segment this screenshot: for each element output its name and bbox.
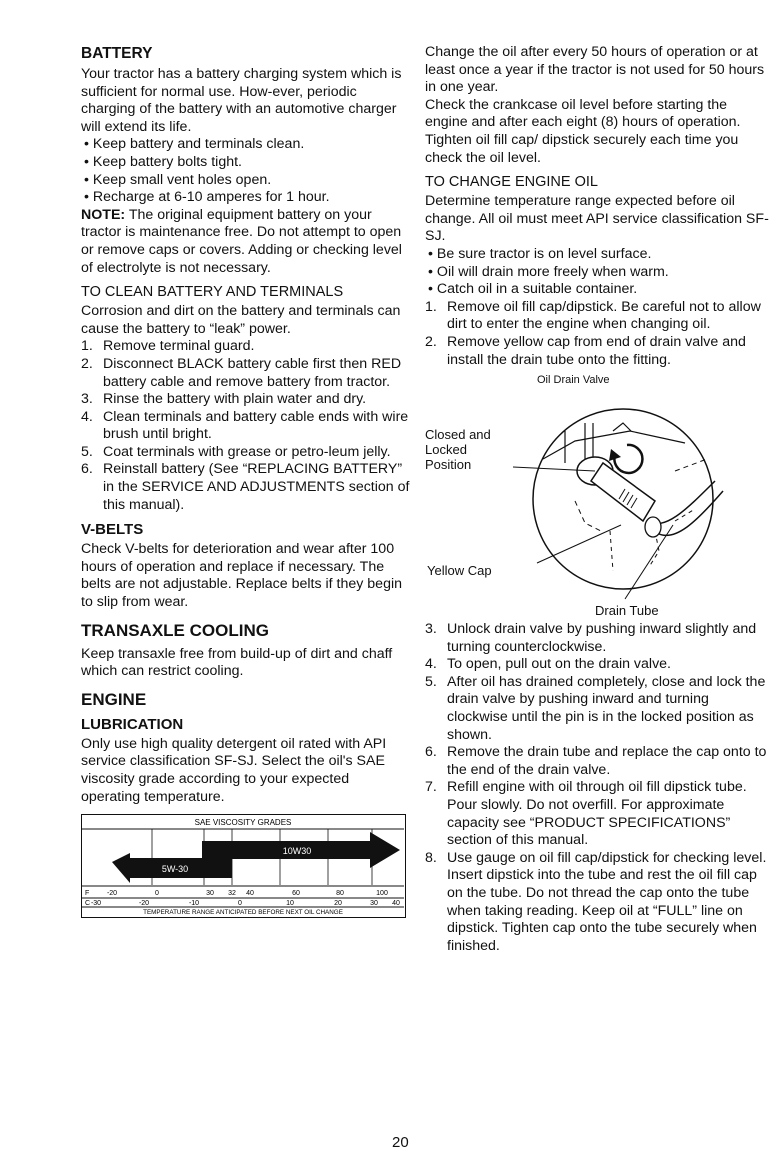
step-item: 8. Use gauge on oil fill cap/dipstick for checking level. Insert dipstick into the tube and rest the oil fill cap on the tube. Do not thread the cap onto the tube when taking reading. Keep oil at “FULL” line on dipstick. Tighten cap onto the tube securely when finished. <box>425 849 767 954</box>
step-item: 1. Remove oil fill cap/dipstick. Be careful not to allow dirt to enter the engine when changing oil. <box>425 298 761 333</box>
clean-terminals-heading: TO CLEAN BATTERY AND TERMINALS <box>81 284 344 301</box>
battery-note <box>81 207 411 277</box>
oil-check-text: Check the crankcase oil level before starting the engine and after each eight (8) hours of operation. Tighten oil fill cap/ dipstick securely each time you check the oil level. <box>425 96 741 166</box>
f-tick-label: 60 <box>292 890 300 898</box>
oil-change-intro: Change the oil after every 50 hours of operation or at least once a year if the tractor is not used for 50 hours in one year. <box>425 44 765 96</box>
step-item: 5. After oil has drained completely, close and lock the drain valve by pushing inward and turning clockwise until the pin is in the locked position as shown. <box>425 673 766 743</box>
transaxle-heading: TRANSAXLE COOLING <box>81 620 269 640</box>
bullet-item: • Keep battery bolts tight. <box>84 153 242 170</box>
lubrication-heading: LUBRICATION <box>81 715 184 733</box>
note-label: NOTE: <box>81 206 126 223</box>
grade-label-10w30: 10W30 <box>282 846 312 857</box>
grade-label-5w30: 5W-30 <box>161 864 189 875</box>
sae-viscosity-chart <box>81 814 406 918</box>
label-yellow-cap: Yellow Cap <box>427 563 492 579</box>
bullet-item: • Be sure tractor is on level surface. <box>428 245 652 262</box>
f-tick-label: 40 <box>246 890 254 898</box>
f-tick-label: 32 <box>228 890 236 898</box>
c-ticks <box>91 900 400 907</box>
bullet-item: • Keep battery and terminals clean. <box>84 136 305 153</box>
diagram-title: Oil Drain Valve <box>537 374 610 387</box>
c-tick-label: 20 <box>334 900 342 908</box>
viscosity-chart-title: SAE VISCOSITY GRADES <box>194 818 292 828</box>
label-drain-tube: Drain Tube <box>595 603 659 619</box>
drain-valve-illustration <box>425 371 770 621</box>
step-item: 5. Coat terminals with grease or petro-leum jelly. <box>81 443 391 460</box>
battery-bullets <box>81 136 411 206</box>
f-tick-label: 30 <box>206 890 214 898</box>
step-item: 3. Unlock drain valve by pushing inward slightly and turning counterclockwise. <box>425 621 757 655</box>
c-scale-label: C <box>85 900 91 908</box>
change-oil-steps-b <box>425 621 770 955</box>
step-item: 2. Remove yellow cap from end of drain valve and install the drain tube onto the fitting. <box>425 333 746 368</box>
battery-heading: BATTERY <box>81 45 153 62</box>
transaxle-text: Keep transaxle free from build-up of dirt and chaff which can restrict cooling. <box>81 645 393 680</box>
f-ticks <box>107 890 388 897</box>
c-tick-label: 30 <box>370 900 378 908</box>
f-tick-label: -20 <box>106 890 118 898</box>
label-closed-locked-1: Closed and <box>425 427 491 443</box>
bullet-item: • Recharge at 6-10 amperes for 1 hour. <box>84 189 330 206</box>
bullet-item: • Keep small vent holes open. <box>84 171 272 188</box>
c-tick-label: -10 <box>188 900 200 908</box>
step-item: 4. To open, pull out on the drain valve. <box>425 656 671 673</box>
f-scale-label: F <box>85 890 90 898</box>
c-tick-label: -20 <box>138 900 150 908</box>
bullet-item: • Oil will drain more freely when warm. <box>428 263 669 280</box>
vbelts-heading: V-BELTS <box>81 521 144 539</box>
f-tick-label: 80 <box>336 890 344 898</box>
step-item: 1. Remove terminal guard. <box>81 338 255 355</box>
oil-drain-valve-diagram <box>425 371 770 621</box>
c-tick-label: 0 <box>238 900 242 908</box>
step-item: 6. Remove the drain tube and replace the cap onto to the end of the drain valve. <box>425 744 767 778</box>
lubrication-text: Only use high quality detergent oil rated with API service classification SF-SJ. Select the oil's SAE viscosity grade according to your expected operating temperature. <box>81 735 387 805</box>
note-text: The original equipment battery on your tractor is maintenance free. Do not attempt to open or remove caps or covers. Adding or checking level of electrolyte is not necessary. <box>81 206 402 276</box>
engine-heading: ENGINE <box>81 689 147 709</box>
c-tick-label: -30 <box>90 900 102 908</box>
step-item: 6. Reinstall battery (See “REPLACING BATTERY” in the SERVICE AND ADJUSTMENTS section of this manual). <box>81 461 410 513</box>
c-tick-label: 10 <box>286 900 294 908</box>
c-tick-label: 40 <box>392 900 400 908</box>
step-item: 7. Refill engine with oil through oil fill dipstick tube. Pour slowly. Do not overfill. For approximate capacity see “PRODUCT SPECIFICATIONS” section of this manual. <box>425 779 747 849</box>
battery-intro: Your tractor has a battery charging system which is sufficient for normal use. How-ever, periodic charging of the battery with an automotive charger will extend its life. <box>81 66 402 135</box>
left-column <box>81 44 411 918</box>
step-item: 2. Disconnect BLACK battery cable first then RED battery cable and remove battery from tractor. <box>81 355 402 390</box>
f-tick-label: 100 <box>376 890 388 898</box>
clean-terminals-steps <box>81 338 411 514</box>
page-number: 20 <box>392 1134 409 1151</box>
clean-terminals-intro: Corrosion and dirt on the battery and terminals can cause the battery to “leak” power. <box>81 303 401 337</box>
change-oil-text: Determine temperature range expected before oil change. All oil must meet API service classification SF-SJ. <box>425 193 769 245</box>
change-oil-bullets <box>425 246 770 299</box>
viscosity-chart-caption: TEMPERATURE RANGE ANTICIPATED BEFORE NEXT OIL CHANGE <box>143 909 343 917</box>
f-tick-label: 0 <box>155 890 159 898</box>
label-closed-locked-3: Position <box>425 457 472 473</box>
step-item: 3. Rinse the battery with plain water and dry. <box>81 391 367 408</box>
bullet-item: • Catch oil in a suitable container. <box>428 281 638 298</box>
change-oil-heading: TO CHANGE ENGINE OIL <box>425 174 598 191</box>
label-closed-locked-2: Locked <box>425 442 467 458</box>
vbelts-text: Check V-belts for deterioration and wear after 100 hours of operation and replace if necessary. The belts are not adjustable. Replace belts if they begin to slip from wear. <box>81 541 402 611</box>
viscosity-chart-graphic <box>82 815 404 916</box>
step-item: 4. Clean terminals and battery cable ends with wire brush until bright. <box>81 408 409 443</box>
change-oil-steps-a <box>425 299 770 369</box>
right-column <box>425 44 770 955</box>
